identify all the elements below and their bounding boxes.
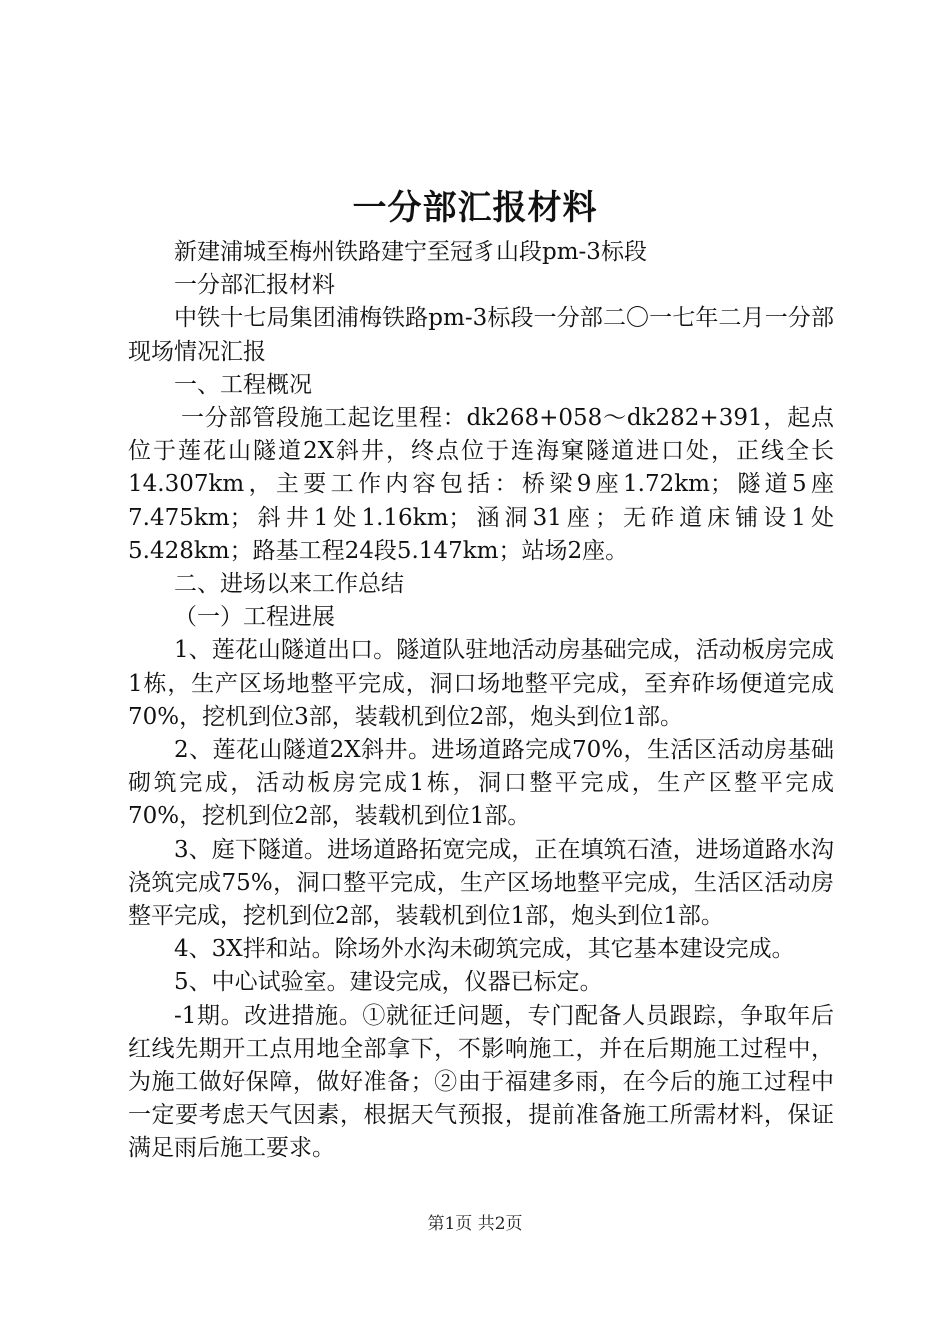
paragraph-improvements: -1期。改进措施。①就征迁问题，专门配备人员跟踪，争取年后红线先期开工点用地全部拿下，不影响施工，并在后期施工过程中，为施工做好保障，做好准备；②由于福建多雨，在今后的施工过程中一定要考虑天气因素，根据天气预报，提前准备施工所需材料，保证满足雨后施工要求。 <box>128 1002 834 1162</box>
paragraph-progress-4: 4、3X拌和站。除场外水沟未砌筑完成，其它基本建设完成。 <box>174 936 795 963</box>
paragraph-progress-2: 2、莲花山隧道2X斜井。进场道路完成70%，生活区活动房基础砌筑完成，活动板房完成1栋，洞口整平完成，生产区整平完成70%，挖机到位2部，装载机到位1部。 <box>128 737 834 830</box>
subsection-heading-progress: （一）工程进展 <box>174 604 335 631</box>
paragraph-subtitle: 一分部汇报材料 <box>174 272 335 299</box>
paragraph-progress-1: 1、莲花山隧道出口。隧道队驻地活动房基础完成，活动板房完成1栋，生产区场地整平完成，洞口场地整平完成，至弃砟场便道完成70%，挖机到位3部，装载机到位2部，炮头到位1部。 <box>128 637 834 730</box>
paragraph-overview: 一分部管段施工起讫里程：dk268+058～dk282+391，起点位于莲花山隧道2X斜井，终点位于连海窠隧道进口处，正线全长14.307km，主要工作内容包括：桥梁9座1.72km；隧道5座7.475km；斜井1处1.16km；涵洞31座；无砟道床铺设1处5.428km；路基工程24段5.147km；站场2座。 <box>128 405 834 564</box>
section-heading-summary: 二、进场以来工作总结 <box>174 571 404 598</box>
paragraph-project-name: 新建浦城至梅州铁路建宁至冠豸山段pm-3标段 <box>174 239 647 265</box>
paragraph-progress-5: 5、中心试验室。建设完成，仪器已标定。 <box>174 969 603 996</box>
document-title: 一分部汇报材料 <box>352 188 598 228</box>
page-footer: 第1页 共2页 <box>427 1214 523 1234</box>
document-body <box>128 236 834 1166</box>
section-heading-overview: 一、工程概况 <box>174 371 312 398</box>
paragraph-progress-3: 3、庭下隧道。进场道路拓宽完成，正在填筑石渣，进场道路水沟浇筑完成75%，洞口整平完成，生产区场地整平完成，生活区活动房整平完成，挖机到位2部，装载机到位1部，炮头到位1部。 <box>128 836 834 930</box>
paragraph-issuer: 中铁十七局集团浦梅铁路pm-3标段一分部二〇一七年二月一分部现场情况汇报 <box>128 305 834 365</box>
